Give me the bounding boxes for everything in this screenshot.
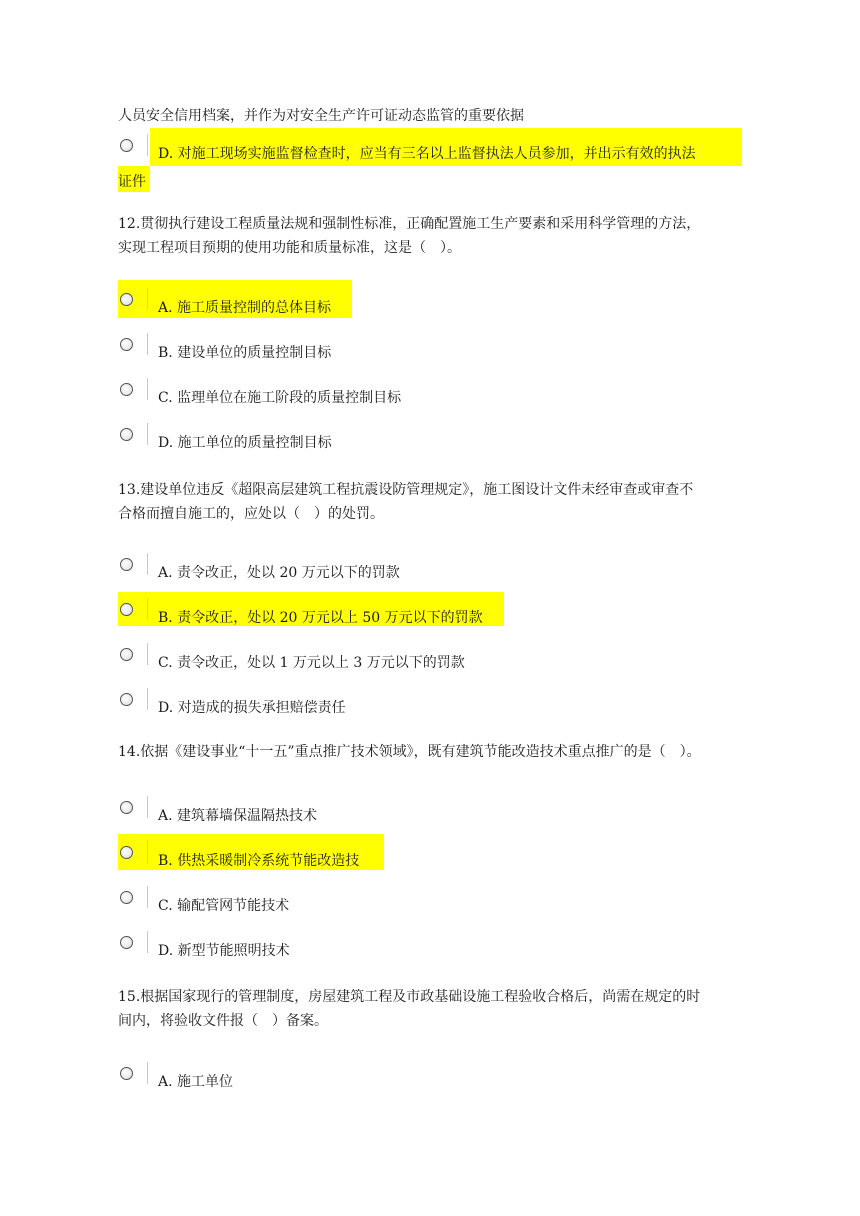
divider xyxy=(147,378,148,400)
divider xyxy=(147,333,148,355)
divider xyxy=(147,423,148,445)
question-stem: 合格而擅自施工的，应处以（ ）的处罚。 xyxy=(118,506,384,522)
option-label: C. 责令改正，处以 1 万元以上 3 万元以下的罚款 xyxy=(158,655,465,671)
question-stem: 间内，将验收文件报（ ）备案。 xyxy=(118,1013,328,1029)
question-15-option-a[interactable] xyxy=(118,1062,233,1094)
divider xyxy=(147,886,148,908)
option-label: A. 施工单位 xyxy=(158,1074,234,1090)
option-label: B. 建设单位的质量控制目标 xyxy=(158,345,332,361)
question-stem: 13.建设单位违反《超限高层建筑工程抗震设防管理规定》，施工图设计文件未经审查或审查不 xyxy=(118,482,694,498)
divider xyxy=(147,1062,148,1084)
carryover-line: 人员安全信用档案，并作为对安全生产许可证动态监管的重要依据 xyxy=(118,108,524,124)
option-label: D. 对造成的损失承担赔偿责任 xyxy=(158,700,346,716)
radio-button[interactable] xyxy=(120,693,133,706)
question-13-option-d[interactable] xyxy=(118,688,346,720)
option-label: B. 供热采暖制冷系统节能改造技 xyxy=(158,853,360,869)
option-label: D. 对施工现场实施监督检查时，应当有三名以上监督执法人员参加，并出示有效的执法 xyxy=(158,146,696,162)
option-label: A. 责令改正，处以 20 万元以下的罚款 xyxy=(158,565,400,581)
question-14 xyxy=(118,740,746,764)
radio-button[interactable] xyxy=(120,293,133,306)
question-14-option-b[interactable] xyxy=(118,841,359,873)
question-14-option-d[interactable] xyxy=(118,931,290,963)
question-14-option-c[interactable] xyxy=(118,886,289,918)
divider xyxy=(147,553,148,575)
question-12-option-c[interactable] xyxy=(118,378,401,410)
radio-button[interactable] xyxy=(120,648,133,661)
radio-button[interactable] xyxy=(120,338,133,351)
divider xyxy=(147,598,148,620)
divider xyxy=(147,643,148,665)
divider xyxy=(147,134,148,156)
option-label: D. 施工单位的质量控制目标 xyxy=(158,435,332,451)
question-13-option-c[interactable] xyxy=(118,643,465,675)
question-12-option-d[interactable] xyxy=(118,423,332,455)
question-12-option-a[interactable] xyxy=(118,288,331,320)
question-stem: 14.依据《建设事业“十一五”重点推广技术领域》，既有建筑节能改造技术重点推广的是（ ）。 xyxy=(118,744,701,760)
option-label: C. 监理单位在施工阶段的质量控制目标 xyxy=(158,390,402,406)
divider xyxy=(147,931,148,953)
question-12-option-b[interactable] xyxy=(118,333,331,365)
divider xyxy=(147,796,148,818)
question-15 xyxy=(118,985,746,1033)
radio-button[interactable] xyxy=(120,139,133,152)
radio-button[interactable] xyxy=(120,383,133,396)
radio-button[interactable] xyxy=(120,801,133,814)
question-13-option-a[interactable] xyxy=(118,553,400,585)
radio-button[interactable] xyxy=(120,558,133,571)
option-label: B. 责令改正，处以 20 万元以上 50 万元以下的罚款 xyxy=(158,610,483,626)
radio-button[interactable] xyxy=(120,846,133,859)
carryover-option-d[interactable] xyxy=(118,134,696,166)
question-stem: 15.根据国家现行的管理制度，房屋建筑工程及市政基础设施工程验收合格后，尚需在规定的时 xyxy=(118,989,701,1005)
question-stem: 实现工程项目预期的使用功能和质量标准，这是（ ）。 xyxy=(118,240,461,256)
question-13 xyxy=(118,478,746,526)
radio-button[interactable] xyxy=(120,603,133,616)
question-13-option-b[interactable] xyxy=(118,598,483,630)
option-label: A. 建筑幕墙保温隔热技术 xyxy=(158,808,318,824)
divider xyxy=(147,288,148,310)
divider xyxy=(147,688,148,710)
radio-button[interactable] xyxy=(120,1067,133,1080)
option-label: D. 新型节能照明技术 xyxy=(158,943,290,959)
option-label: A. 施工质量控制的总体目标 xyxy=(158,300,332,316)
question-12 xyxy=(118,212,746,260)
radio-button[interactable] xyxy=(120,891,133,904)
divider xyxy=(147,841,148,863)
radio-button[interactable] xyxy=(120,936,133,949)
radio-button[interactable] xyxy=(120,428,133,441)
question-14-option-a[interactable] xyxy=(118,796,317,828)
question-stem: 12.贯彻执行建设工程质量法规和强制性标准，正确配置施工生产要素和采用科学管理的方法， xyxy=(118,216,701,232)
option-label-continued: 证件 xyxy=(118,174,146,190)
option-label: C. 输配管网节能技术 xyxy=(158,898,290,914)
